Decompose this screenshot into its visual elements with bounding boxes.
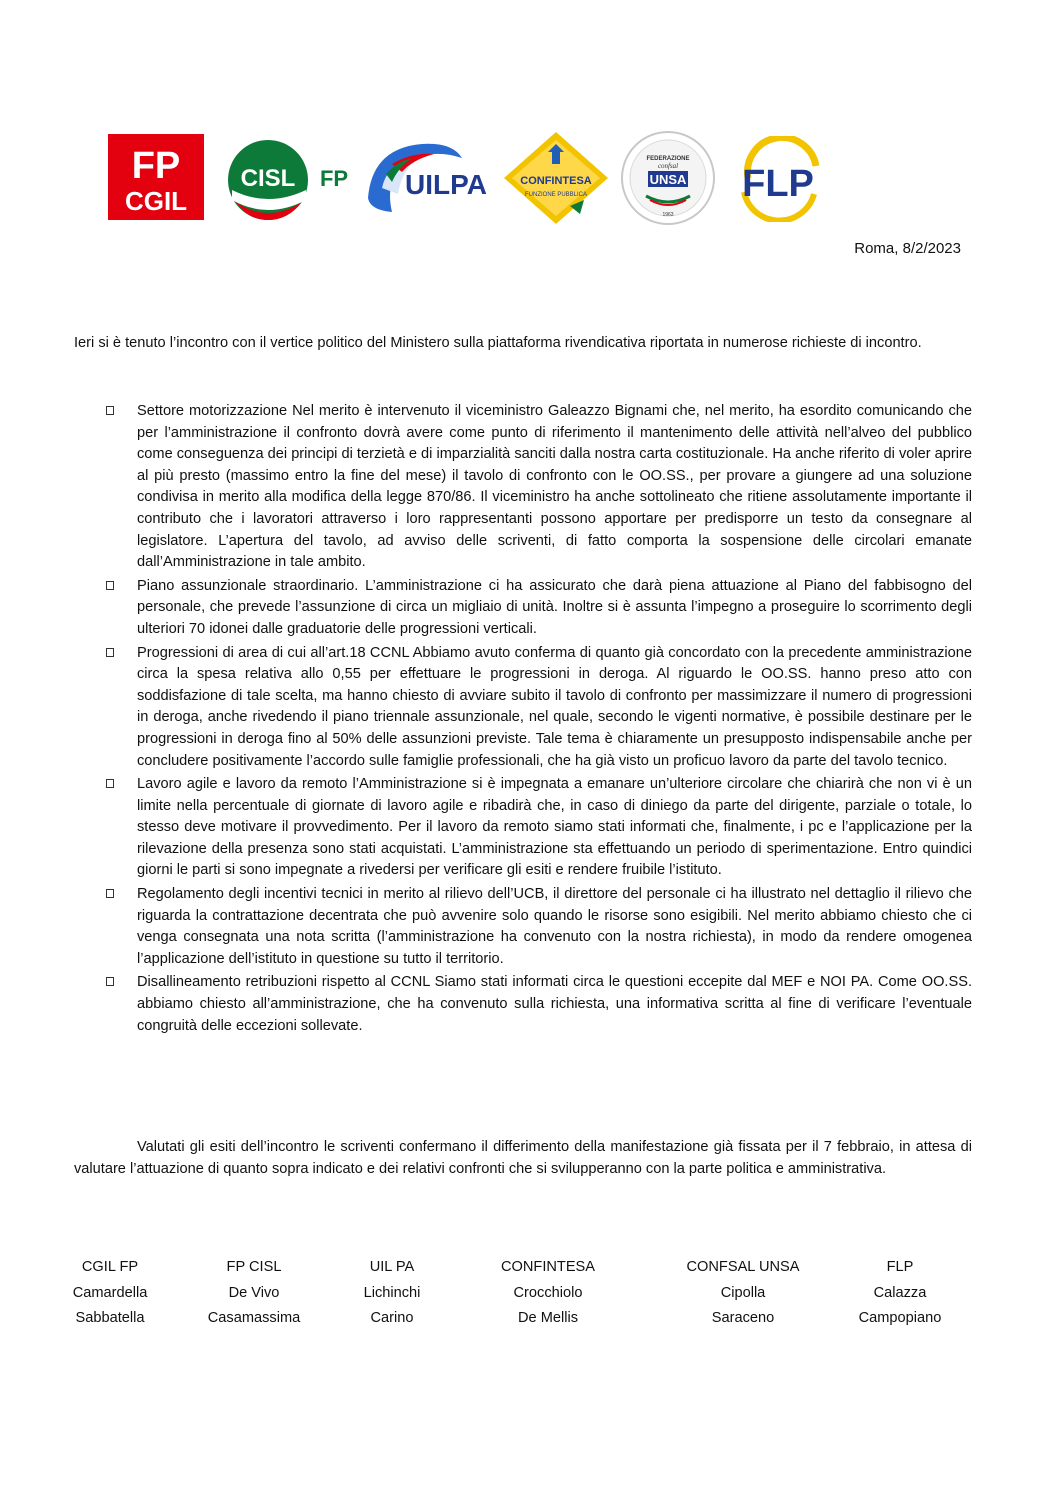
checkbox-bullet-icon [106, 977, 114, 986]
confintesa-logo [500, 130, 612, 226]
list-item-text: Regolamento degli incentivi tecnici in merito al rilievo dell’UCB, il direttore del personale ci ha illustrato nel dettaglio il rilievo che riguarda la contrattazione decentrata che può avvenire solo quando le risorse sono esigibili. Nel merito abbiamo chiesto che ci venga consegnata una nota scritta (l’amministrazione ha convenuto con la nostra richiesta), in modo da rendere omogenea l’applicazione dell’istituto in questione su tutto il territorio. [137, 886, 972, 967]
cisl-fp-logo [228, 138, 358, 222]
signature-name: Crocchiolo [513, 1284, 583, 1301]
signature-name: Sabbatella [75, 1310, 145, 1326]
list-item-text: Disallineamento retribuzioni rispetto al CCNL Siamo stati informati circa le questioni eccepite dal MEF e NOI PA. Come OO.SS. abbiamo chiesto all’amministrazione, che ha convenuto sulla richiesta, una informativa scritta al fine di verificare l’eventuale congruità delle eccezioni sollevate. [137, 974, 972, 1034]
signature-name: De Mellis [517, 1310, 578, 1326]
signature-org: CONFINTESA [500, 1259, 596, 1275]
svg-text:UNSA: UNSA [649, 172, 687, 187]
svg-text:CONFINTESA: CONFINTESA [520, 175, 592, 187]
confsal-unsa-logo [620, 130, 716, 226]
list-item [74, 401, 972, 574]
signature-name: Cipolla [720, 1284, 766, 1301]
list-item [74, 643, 972, 773]
signatures [0, 1255, 1059, 1335]
uilpa-logo [362, 138, 494, 222]
signature-org: CONFSAL UNSA [686, 1259, 800, 1275]
list-item-text: Lavoro agile e lavoro da remoto l’Amministrazione si è impegnata a emanare un’ulteriore circolare che chiarirà che non vi è un limite nella percentuale di giornate di lavoro agile e ribadirà che, in caso di diniego da parte del dirigente, parziale o totale, lo stesso deve motivare il provvedimento. Per il lavoro da remoto siamo stati informati che, finalmente, i pc e l’applicazione per la rilevazione della presenza sono stati acquistati. L’amministrazione sta effettuando un periodo di sperimentazione. Entro quindici giorni le parti si sono impegnate a rivedersi per verificare gli esiti e rendere fruibile l’istituto. [137, 776, 972, 879]
svg-text:FP: FP [131, 145, 181, 187]
signature-org: CGIL FP [81, 1259, 139, 1275]
signature-org: FLP [886, 1259, 914, 1275]
svg-text:FLP: FLP [742, 163, 814, 205]
svg-text:CGIL: CGIL [124, 186, 188, 216]
intro-paragraph: Ieri si è tenuto l’incontro con il vertice politico del Ministero sulla piattaforma rivendicativa riportata in numerose richieste di incontro. [74, 335, 922, 351]
fp-cgil-logo [108, 134, 204, 220]
signature-name: Campopiano [858, 1310, 942, 1326]
signature-name: Saraceno [711, 1310, 775, 1326]
signature-block [468, 1255, 628, 1332]
signature-name: De Vivo [228, 1284, 280, 1301]
svg-text:FUNZIONE PUBBLICA: FUNZIONE PUBBLICA [524, 192, 588, 198]
signature-name: Camardella [72, 1284, 148, 1301]
list-item-text: Progressioni di area di cui all’art.18 CCNL Abbiamo avuto conferma di quanto già concordato con la precedente amministrazione circa la spesa relativa allo 0,55 per effettuare le progressioni in deroga. Al riguardo le OO.SS. hanno preso atto con soddisfazione di tale scelta, ma hanno chiesto di avviare subito il tavolo di confronto per massimizzare il numero di progressioni in deroga, anche rivedendo il piano triennale assunzionale, nel quale, secondo le vigenti normative, è possibile destinare per le progressioni in deroga fino al 50% delle assunzioni previste. Tale tema è chiaramente un presupposto indispensabile anche per concludere positivamente l’accordo sulle famiglie professionali, che ha già visto un proficuo lavoro da parte del tavolo tecnico. [137, 644, 972, 769]
topics-list [74, 401, 972, 1039]
svg-text:FP: FP [319, 166, 349, 191]
closing-paragraph: Valutati gli esiti dell’incontro le scriventi confermano il differimento della manifestazione già fissata per il 7 febbraio, in attesa di valutare l’attuazione di quanto sopra indicato e dei relativi confronti che si svilupperanno con la parte politica e amministrativa. [74, 1139, 972, 1177]
list-item [74, 774, 972, 882]
union-logos [104, 128, 824, 228]
signature-org: FP CISL [226, 1259, 282, 1275]
flp-logo [728, 136, 824, 222]
signature-block [820, 1255, 980, 1332]
list-item [74, 972, 972, 1037]
svg-text:confsal: confsal [657, 162, 679, 170]
list-item-text: Settore motorizzazione Nel merito è intervenuto il viceministro Galeazzo Bignami che, nel merito, ha esordito comunicando che per l’amministrazione il confronto dovrà avere come punto di riferimento il mantenimento delle attività nell’alveo del pubblico come conseguenza dei principi di terzietà e di imparzialità sanciti dalla nostra carta costituzionale. Ha anche riferito di voler aprire al più presto (massimo entro la fine del mese) il tavolo di confronto con le OO.SS., per provare a giungere ad una soluzione condivisa in merito alla modifica della legge 870/86. Il viceministro ha anche sottolineato che ritiene assolutamente importante il contributo che i lavoratori attraverso i loro rappresentanti possono apportare per predisporre un testo da consegnare al legislatore. L’apertura del tavolo, ad avviso delle scriventi, di fatto comporta la sospensione delle circolari emanate dall’Amministrazione in tale ambito. [137, 403, 972, 571]
checkbox-bullet-icon [106, 406, 114, 415]
signature-name: Casamassima [207, 1310, 301, 1326]
svg-text:1963: 1963 [662, 212, 674, 218]
list-item-text: Piano assunzionale straordinario. L’amministrazione ci ha assicurato che darà piena attuazione al Piano del fabbisogno del personale, che prevede l’assunzione di circa un migliaio di unità. Inoltre si è assunta l’impegno a proseguire lo scorrimento degli ulteriori 70 idonei dalle graduatorie delle progressioni verticali. [137, 577, 972, 637]
signature-name: Carino [370, 1310, 414, 1326]
signature-name: Calazza [873, 1284, 927, 1301]
signature-block [312, 1255, 472, 1332]
signature-name: Lichinchi [363, 1284, 421, 1301]
checkbox-bullet-icon [106, 581, 114, 590]
list-item [74, 576, 972, 641]
checkbox-bullet-icon [106, 889, 114, 898]
signature-block [174, 1255, 334, 1332]
signature-org: UIL PA [369, 1259, 415, 1275]
list-item [74, 884, 972, 970]
document-date: Roma, 8/2/2023 [854, 240, 961, 257]
signature-block [663, 1255, 823, 1332]
svg-text:CISL: CISL [240, 165, 296, 192]
svg-text:UILPA: UILPA [405, 169, 487, 200]
checkbox-bullet-icon [106, 779, 114, 788]
svg-text:FEDERAZIONE: FEDERAZIONE [646, 156, 690, 162]
signature-block [30, 1255, 190, 1332]
checkbox-bullet-icon [106, 648, 114, 657]
